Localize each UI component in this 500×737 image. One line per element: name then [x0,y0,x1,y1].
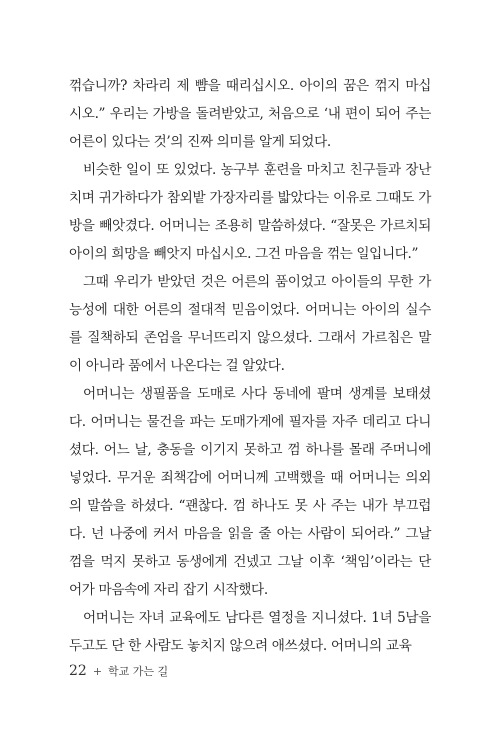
text-line: 비슷한 일이 또 있었다. 농구부 훈련을 마치고 친구들과 장난 [83,162,431,178]
paragraph [69,72,431,156]
text-line: 꺾습니까? 차라리 제 뺨을 때리십시오. 아이의 꿈은 꺾지 마십 [69,78,431,94]
text-line: 두고도 단 한 사람도 놓치지 않으려 애쓰셨다. 어머니의 교육 [69,638,412,654]
page-footer [69,660,168,680]
book-title: 학교 가는 길 [108,665,169,678]
text-line: 다. 어머니는 물건을 파는 도매가게에 필자를 자주 데리고 다니 [69,414,431,430]
paragraph [69,380,431,604]
paragraph [69,156,431,268]
text-line: 어가 마음속에 자리 잡기 시작했다. [69,582,268,598]
text-line: 그때 우리가 받았던 것은 어른의 품이었고 아이들의 무한 가 [83,274,431,290]
text-line: 셨다. 어느 날, 충동을 이기지 못하고 껌 하나를 몰래 주머니에 [69,442,431,458]
text-line: 의 말씀을 하셨다. “괜찮다. 껌 하나도 못 사 주는 내가 부끄럽 [69,498,431,514]
text-line: 껌을 먹지 못하고 동생에게 건넸고 그날 이후 ‘책임’이라는 단 [69,554,431,570]
text-line: 어머니는 생필품을 도매로 사다 동네에 팔며 생계를 보태셨 [83,386,431,402]
text-line: 아이의 희망을 빼앗지 마십시오. 그건 마음을 꺾는 일입니다.” [69,246,419,262]
text-line: 어른이 있다는 것’의 진짜 의미를 알게 되었다. [69,134,331,150]
paragraph [69,268,431,380]
footer-separator: + [92,665,103,678]
body-text [69,72,431,660]
text-line: 능성에 대한 어른의 절대적 믿음이었다. 어머니는 아이의 실수 [69,302,431,318]
text-line: 넣었다. 무거운 죄책감에 어머니께 고백했을 때 어머니는 의외 [69,470,431,486]
text-line: 방을 빼앗겼다. 어머니는 조용히 말씀하셨다. “잘못은 가르치되 [69,218,431,234]
text-line: 치며 귀가하다가 참외밭 가장자리를 밟았다는 이유로 그때도 가 [69,190,431,206]
text-line: 다. 넌 나중에 커서 마음을 읽을 줄 아는 사람이 되어라.” 그날 [69,526,431,542]
page-number: 22 [69,663,87,679]
text-line: 시오.” 우리는 가방을 돌려받았고, 처음으로 ‘내 편이 되어 주는 [69,106,431,122]
text-line: 어머니는 자녀 교육에도 남다른 열정을 지니셨다. 1녀 5남을 [83,610,431,626]
text-line: 이 아니라 품에서 나온다는 걸 알았다. [69,358,285,374]
text-line: 를 질책하되 존엄을 무너뜨리지 않으셨다. 그래서 가르침은 말 [69,330,431,346]
paragraph [69,604,431,660]
